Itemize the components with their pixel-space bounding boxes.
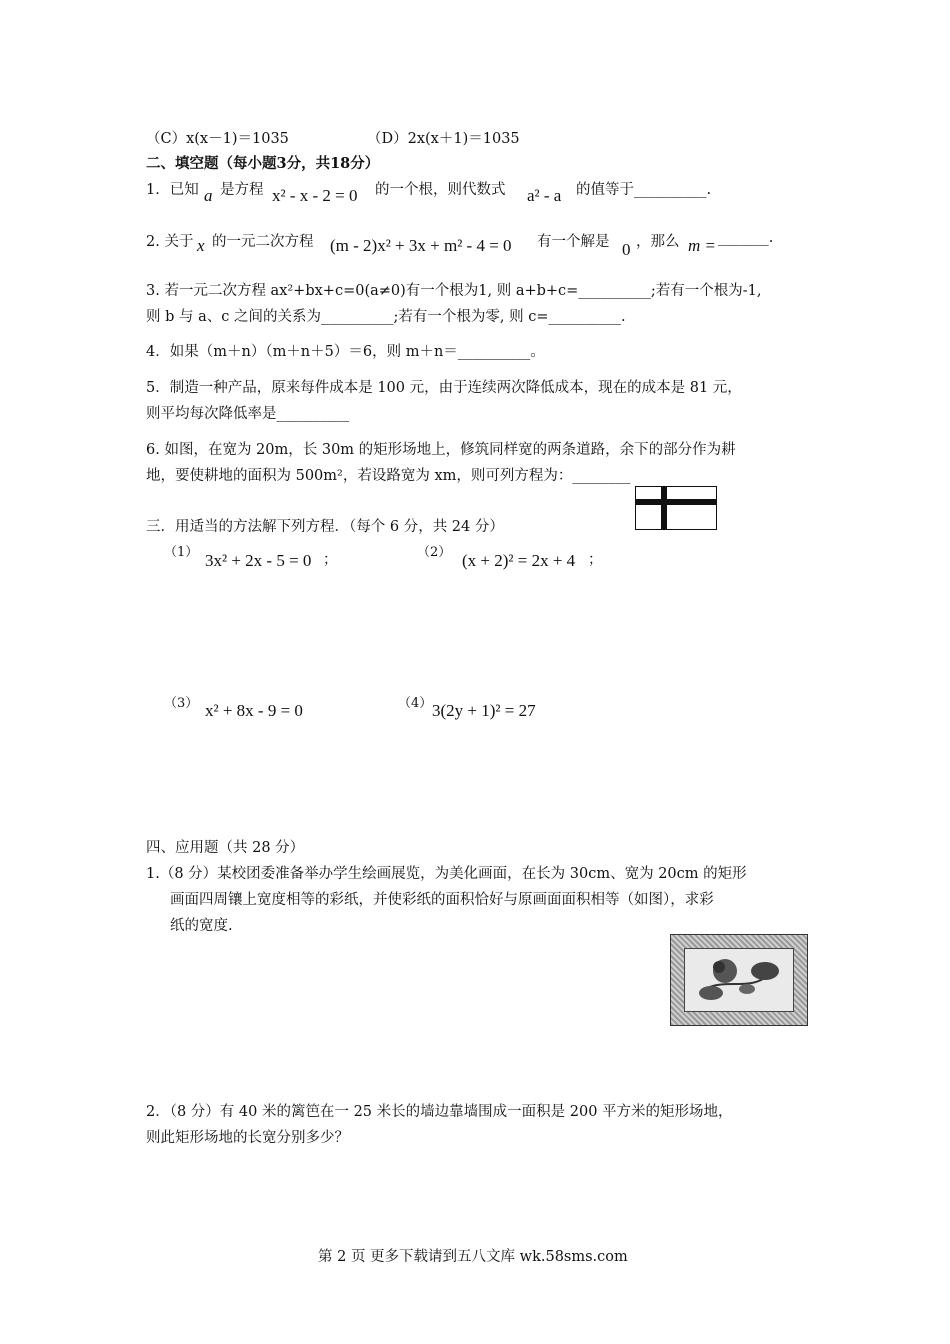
eq3-equation: x² + 8x - 9 = 0 bbox=[205, 701, 303, 720]
q1-part1: 1．已知 bbox=[146, 182, 199, 198]
eq1-tail: ； bbox=[323, 552, 338, 568]
q1-part2: 是方程 bbox=[220, 182, 264, 198]
eq4-number: （4） bbox=[398, 696, 433, 711]
app-q1-line2: 画面四周镶上宽度相等的彩纸，并使彩纸的面积恰好与原画面面积相等（如图），求彩 bbox=[170, 892, 714, 908]
painting-inner bbox=[684, 948, 794, 1012]
q2-equation: (m - 2)x² + 3x + m² - 4 = 0 bbox=[330, 236, 512, 255]
q2-m-eq: m = bbox=[688, 236, 716, 255]
app-q2-line1: 2．（8 分）有 40 米的篱笆在一 25 米长的墙边靠墙围成一面积是 200 平方米的矩形场地， bbox=[146, 1104, 733, 1120]
horizontal-road bbox=[636, 499, 716, 505]
q2-part3: 有一个解是 bbox=[537, 234, 610, 250]
eq1-equation: 3x² + 2x - 5 = 0 bbox=[205, 551, 312, 570]
q2-part1: 2. 关于 bbox=[146, 234, 194, 250]
q5-line2: 则平均每次降低率是__________ bbox=[146, 406, 349, 422]
q2-var-x: x bbox=[197, 236, 205, 255]
field-road-figure bbox=[635, 486, 717, 530]
q6-line2: 地，要使耕地的面积为 500m²，若设路宽为 xm，则可列方程为：________ bbox=[146, 468, 631, 484]
eq2-equation: (x + 2)² = 2x + 4 bbox=[462, 551, 576, 570]
vertical-road bbox=[661, 487, 667, 529]
q1-expression: a² - a bbox=[527, 186, 562, 205]
app-q1-line3: 纸的宽度. bbox=[170, 918, 233, 934]
q2-part2: 的一元二次方程 bbox=[212, 234, 314, 250]
q3-line1: 3. 若一元二次方程 ax²+bx+c=0(a≠0)有一个根为1, 则 a+b+c=__________;若有一个根为-1, bbox=[146, 283, 762, 299]
q4-text: 4．如果（m＋n）（m＋n＋5）＝6，则 m＋n＝__________。 bbox=[146, 344, 545, 360]
section4-heading: 四、应用题（共 28 分） bbox=[146, 840, 305, 856]
eq2-tail: ； bbox=[588, 552, 603, 568]
q2-zero: 0 bbox=[622, 240, 631, 259]
q1-part3: 的一个根，则代数式 bbox=[375, 182, 506, 198]
eq1-number: （1） bbox=[164, 545, 199, 560]
q2-blank: _______. bbox=[718, 230, 774, 246]
eq4-equation: 3(2y + 1)² = 27 bbox=[432, 701, 536, 720]
eq2-number: （2） bbox=[417, 545, 452, 560]
option-c: （C）x(x－1)＝1035 bbox=[146, 131, 289, 147]
option-d: （D）2x(x＋1)＝1035 bbox=[367, 131, 520, 147]
q3-line2: 则 b 与 a、c 之间的关系为__________;若有一个根为零, 则 c=__________. bbox=[146, 309, 626, 325]
section2-heading: 二、填空题（每小题3分，共18分） bbox=[146, 155, 380, 172]
app-q2-line2: 则此矩形场地的长宽分别多少？ bbox=[146, 1130, 349, 1146]
q1-equation: x² - x - 2 = 0 bbox=[272, 186, 358, 205]
flower-branch-icon bbox=[685, 949, 793, 1011]
q1-var-a: a bbox=[204, 186, 213, 205]
q5-line1: 5．制造一种产品，原来每件成本是 100 元，由于连续两次降低成本，现在的成本是 81 元， bbox=[146, 380, 742, 396]
q1-part4: 的值等于__________. bbox=[576, 182, 712, 198]
eq3-number: （3） bbox=[164, 696, 199, 711]
section3-heading: 三．用适当的方法解下列方程．（每个 6 分，共 24 分） bbox=[146, 519, 504, 535]
page-footer: 第 2 页 更多下载请到五八文库 wk.58sms.com bbox=[318, 1249, 628, 1265]
q2-part4: ，那么 bbox=[636, 234, 680, 250]
app-q1-line1: 1.（8 分）某校团委准备举办学生绘画展览，为美化画面，在长为 30cm、宽为 20cm 的矩形 bbox=[146, 866, 747, 882]
q6-line1: 6. 如图，在宽为 20m，长 30m 的矩形场地上，修筑同样宽的两条道路，余下的部分作为耕 bbox=[146, 442, 736, 458]
framed-painting-figure bbox=[670, 934, 808, 1026]
